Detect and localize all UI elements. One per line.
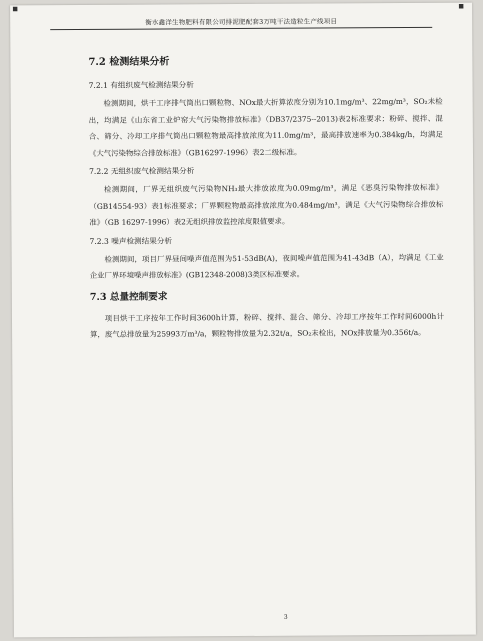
section-7-2-3-heading: 7.2.3 噪声检测结果分析 [89, 235, 173, 246]
section-7-2-2-body: 检测期间，厂界无组织废气污染物NH₃最大排放浓度为0.09mg/m³，满足《恶臭污染物排放标准》（GB14554-93）表1标准要求；厂界颗粒物最高排放浓度为0.484mg/m³，满足《大气污染物综合排放标准》（GB 16297-1996）表2无组织排放监控浓度限值要求。 [89, 182, 444, 227]
section-7-2-1-body: 检测期间，烘干工序排气筒出口颗粒物、NOx最大折算浓度分别为10.1mg/m³、22mg/m³，SO₂未检出，均满足《山东省工业炉窑大气污染物排放标准》（DB37/2375--2013)表2标准要求；粉碎、搅拌、混合、筛分、冷却工序排气筒出口颗粒物最高排放浓度为11.0mg/m³，最高排放速率为0.384kg/h，均满足《大气污染物综合排放标准》（GB16297-1996）表2二级标准。 [88, 96, 443, 158]
section-7-2-2-heading: 7.2.2 无组织废气检测结果分析 [89, 166, 195, 176]
section-7-3-heading: 7.3 总量控制要求 [89, 290, 168, 303]
page-number: 3 [283, 613, 288, 621]
page-content [88, 51, 444, 348]
scan-mark: ▪ [12, 4, 19, 15]
document-page [10, 3, 476, 638]
section-7-3-body: 项目烘干工序按年工作时间3600h计算，粉碎、搅拌、混合、筛分、冷却工序按年工作时间6000h计算，废气总排放量为25993万m³/a，颗粒物排放量为2.32t/a，SO₂未检出，NOx排放量为0.356t/a。 [90, 311, 445, 339]
section-7-2-3-body: 检测期间，项目厂界昼间噪声值范围为51-53dB(A)，夜间噪声值范围为41-43dB（A），均满足《工业企业厂界环境噪声排放标准》(GB12348-2008)3类区标准要求。 [89, 252, 444, 280]
section-7-2-heading: 7.2 检测结果分析 [88, 56, 170, 68]
scan-mark: ▪ [458, 1, 465, 12]
section-7-2-1-heading: 7.2.1 有组织废气检测结果分析 [88, 80, 194, 90]
running-header: 衡水鑫洋生物肥料有限公司排泥肥配套3万吨干法造粒生产线项目 [50, 16, 432, 30]
